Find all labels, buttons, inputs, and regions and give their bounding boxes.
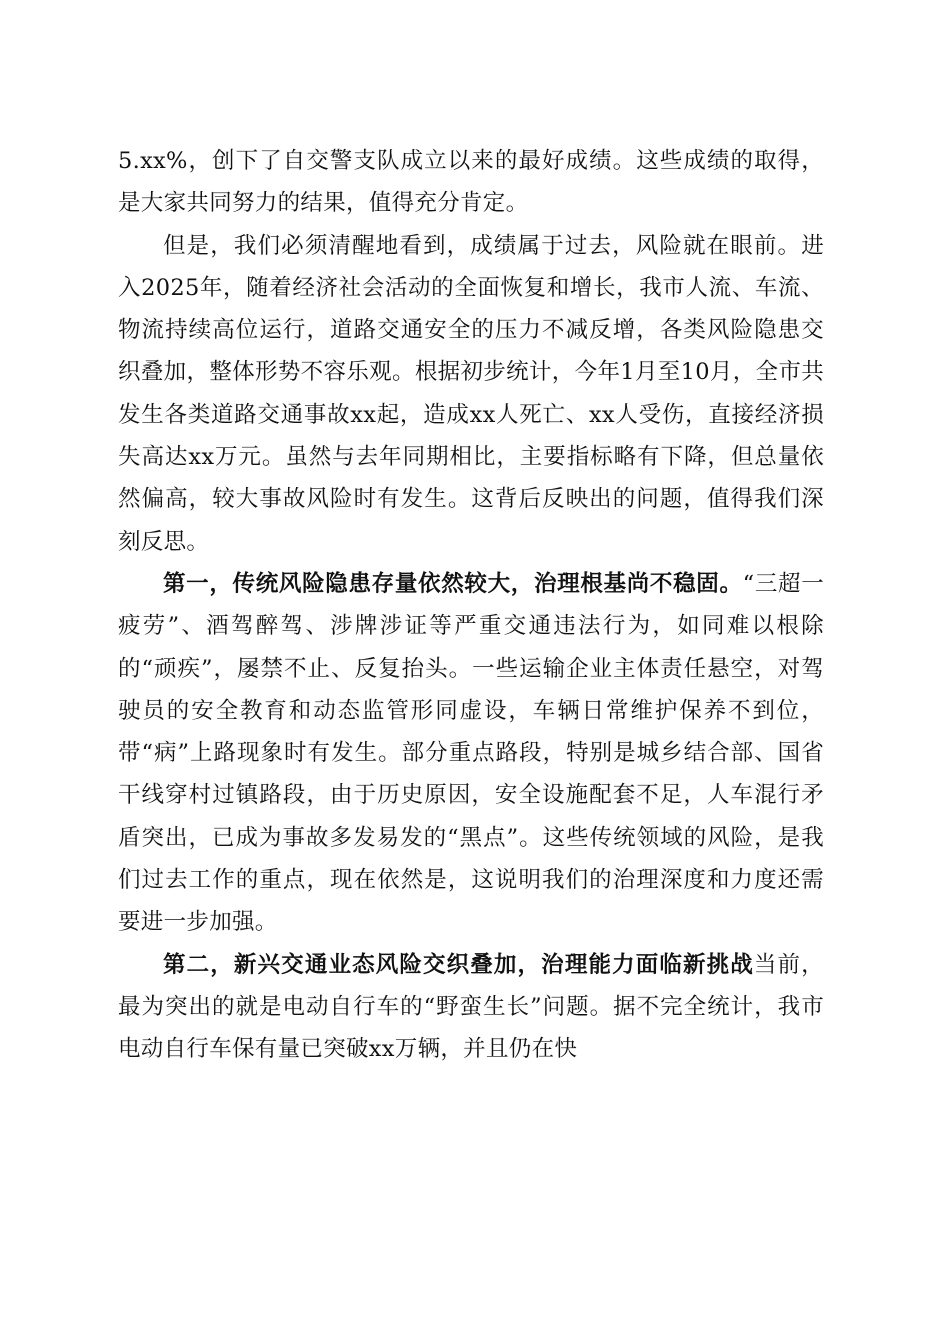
paragraph-text: 5.xx%，创下了自交警支队成立以来的最好成绩。这些成绩的取得，是大家共同努力的结果，值得充分肯定。 <box>118 148 824 217</box>
document-page <box>118 140 824 1071</box>
paragraph-text: 当前，最为突出的就是电动自行车的“野蛮生长”问题。据不完全统计，我市电动自行车保有量已突破xx万辆，并且仍在快 <box>118 951 824 1063</box>
paragraph-traditional-risks <box>118 563 824 944</box>
paragraph-heading: 第一，传统风险隐患存量依然较大，治理根基尚不稳固。 <box>163 570 743 597</box>
paragraph-emerging-risks <box>118 944 824 1071</box>
paragraph-heading: 第二，新兴交通业态风险交织叠加，治理能力面临新挑战 <box>163 951 754 978</box>
paragraph-continuation <box>118 140 824 225</box>
paragraph-risk-overview <box>118 225 824 563</box>
paragraph-text: “三超一疲劳”、酒驾醉驾、涉牌涉证等严重交通违法行为，如同难以根除的“顽疾”，屡禁不止、反复抬头。一些运输企业主体责任悬空，对驾驶员的安全教育和动态监管形同虚设，车辆日常维护保养不到位，带“病”上路现象时有发生。部分重点路段，特别是城乡结合部、国省干线穿村过镇路段，由于历史原因，安全设施配套不足，人车混行矛盾突出，已成为事故多发易发的“黑点”。这些传统领域的风险，是我们过去工作的重点，现在依然是，这说明我们的治理深度和力度还需要进一步加强。 <box>118 570 824 936</box>
paragraph-text: 但是，我们必须清醒地看到，成绩属于过去，风险就在眼前。进入2025年，随着经济社会活动的全面恢复和增长，我市人流、车流、物流持续高位运行，道路交通安全的压力不减反增，各类风险隐患交织叠加，整体形势不容乐观。根据初步统计，今年1月至10月，全市共发生各类道路交通事故xx起，造成xx人死亡、xx人受伤，直接经济损失高达xx万元。虽然与去年同期相比，主要指标略有下降，但总量依然偏高，较大事故风险时有发生。这背后反映出的问题，值得我们深刻反思。 <box>118 232 824 555</box>
